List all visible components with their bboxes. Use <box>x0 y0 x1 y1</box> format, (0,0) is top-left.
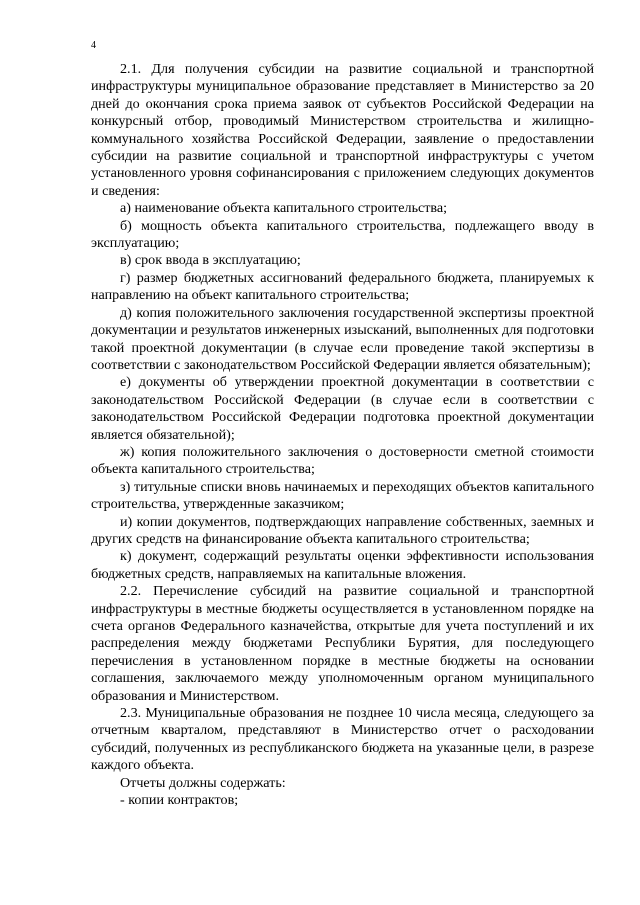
list-item-d: д) копия положительного заключения государственной экспертизы проектной документации и результатов инженерных изысканий, выполненных для подготовки такой проектной документации (в случае если проведение такой экспертизы в соответствии с законодательством Российской Федерации является обязательным); <box>91 304 594 373</box>
list-item-k: к) документ, содержащий результаты оценки эффективности использования бюджетных средств, направляемых на капитальные вложения. <box>91 548 594 582</box>
document-body <box>91 61 594 809</box>
list-item-g: г) размер бюджетных ассигнований федерального бюджета, планируемых к направлению на объект капитального строительства; <box>91 269 594 304</box>
list-item-a: а) наименование объекта капитального строительства; <box>120 200 448 217</box>
list-item-zh: ж) копия положительного заключения о достоверности сметной стоимости объекта капитального строительства; <box>91 443 594 478</box>
list-item-v: в) срок ввода в эксплуатацию; <box>120 252 301 269</box>
reports-heading: Отчеты должны содержать: <box>120 774 286 791</box>
list-item-e: е) документы об утверждении проектной документации в соответствии с законодательством Российской Федерации (в случае если в соответствии с законодательством Российской Федерации подготовка проектной документации является обязательной); <box>91 374 594 443</box>
reports-item-contracts: - копии контрактов; <box>120 792 239 809</box>
paragraph-2-1: 2.1. Для получения субсидии на развитие социальной и транспортной инфраструктуры муниципальное образование представляет в Министерство за 20 дней до окончания срока приема заявок от субъектов Российской Федерации на конкурсный отбор, проводимый Министерством строительства и жилищно-коммунального хозяйства Российской Федерации, заявление о предоставлении субсидии на развитие социальной и транспортной инфраструктуры с учетом установленного уровня софинансирования с приложением следующих документов и сведения: <box>91 61 594 199</box>
list-item-i: и) копии документов, подтверждающих направление собственных, заемных и других средств на финансирование объекта капитального строительства; <box>91 513 594 547</box>
paragraph-2-3: 2.3. Муниципальные образования не позднее 10 числа месяца, следующего за отчетным кварталом, представляют в Министерство отчет о расходовании субсидий, полученных из республиканского бюджета на указанные цели, в разрезе каждого объекта. <box>91 705 594 774</box>
paragraph-2-2: 2.2. Перечисление субсидий на развитие социальной и транспортной инфраструктуры в местные бюджеты осуществляется в установленном порядке на счета органов Федерального казначейства, открытые для учета поступлений и их распределения между бюджетами Республики Бурятия, для последующего перечисления в установленном порядке в местные бюджеты на основании соглашения, заключаемого между уполномоченным органом муниципального образования и Министерством. <box>91 583 594 704</box>
list-item-b: б) мощность объекта капитального строительства, подлежащего вводу в эксплуатацию; <box>91 217 594 252</box>
page-number: 4 <box>91 40 96 51</box>
list-item-z: з) титульные списки вновь начинаемых и переходящих объектов капитального строительства, утвержденные заказчиком; <box>91 478 594 513</box>
